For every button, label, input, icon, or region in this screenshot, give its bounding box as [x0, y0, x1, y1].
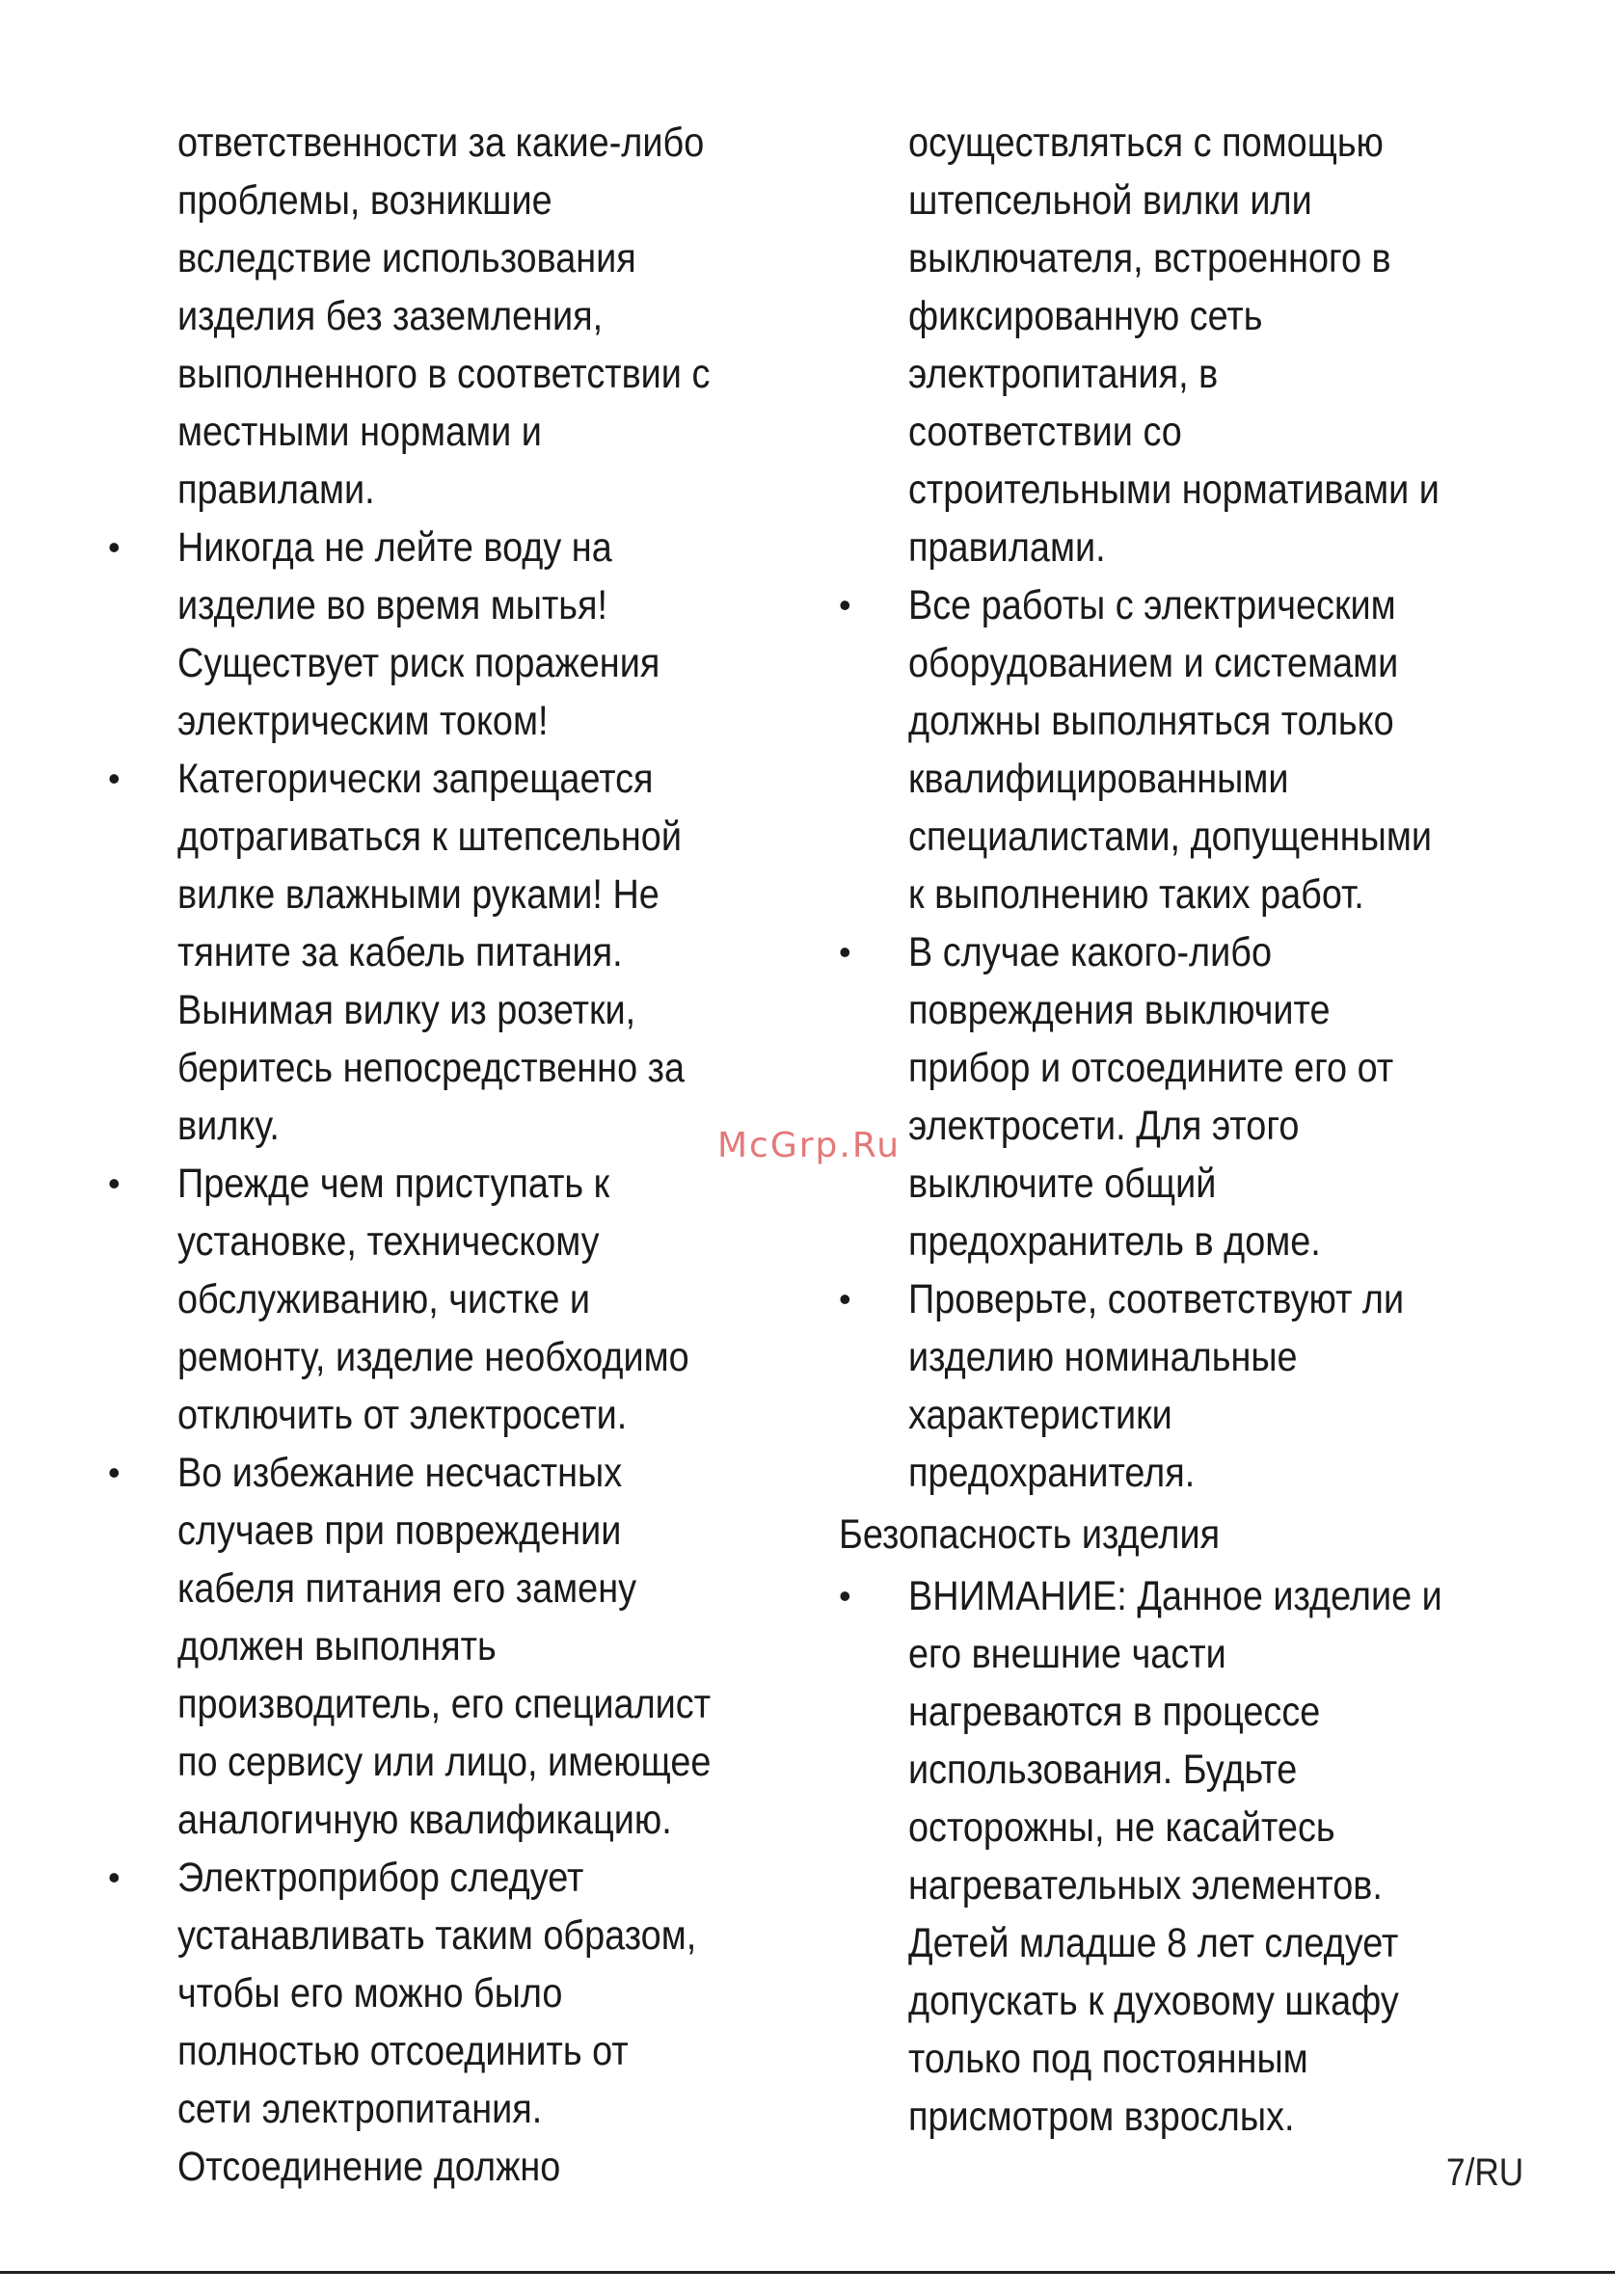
text-line: • ВНИМАНИЕ: Данное изделие и — [908, 1573, 1442, 1619]
text-line: осуществляться с помощью — [908, 120, 1384, 166]
text-line: строительными нормативами и — [908, 467, 1440, 513]
bullet-item — [839, 1270, 1533, 1502]
text-line: выключите общий — [908, 1161, 1217, 1207]
text-line: квалифицированными — [908, 756, 1289, 802]
text-line: чтобы его можно было — [177, 1970, 563, 2016]
text-line: • Проверьте, соответствуют ли — [908, 1276, 1405, 1322]
text-line: специалистами, допущенными — [908, 814, 1433, 860]
bullet-item — [108, 1444, 821, 1849]
text-line: полностью отсоединить от — [177, 2028, 629, 2074]
text-line: изделию номинальные — [908, 1334, 1298, 1380]
text-line: • Никогда не лейте воду на — [177, 524, 612, 571]
text-line: должны выполняться только — [908, 698, 1394, 744]
text-line: дотрагиваться к штепсельной — [177, 814, 682, 860]
text-line: случаев при повреждении — [177, 1508, 622, 1554]
item-text — [908, 923, 1458, 1270]
watermark: McGrp.Ru — [717, 1126, 902, 1165]
text-line: осторожны, не касайтесь — [908, 1804, 1335, 1851]
text-line: допускать к духовому шкафу — [908, 1978, 1399, 2024]
item-text — [177, 1155, 744, 1444]
text-line: тяните за кабель питания. — [177, 929, 623, 975]
text-line: нагревательных элементов. — [908, 1862, 1383, 1909]
text-line: к выполнению таких работ. — [908, 871, 1364, 918]
item-text — [177, 1444, 744, 1849]
text-line: предохранителя. — [908, 1450, 1196, 1496]
item-text — [177, 519, 744, 750]
text-line: только под постоянным — [908, 2036, 1308, 2082]
text-line: вилке влажными руками! Не — [177, 871, 659, 918]
text-line: Отсоединение должно — [177, 2144, 561, 2190]
text-line: Существует риск поражения — [177, 640, 660, 686]
item-text — [908, 576, 1458, 923]
text-line: электрическим током! — [177, 698, 549, 744]
text-line: Вынимая вилку из розетки, — [177, 987, 636, 1033]
text-line: • Все работы с электрическим — [908, 582, 1396, 628]
text-line: использования. Будьте — [908, 1747, 1298, 1793]
paragraph-continuation — [108, 114, 821, 519]
text-line: кабеля питания его замену — [177, 1565, 637, 1612]
bottom-rule — [0, 2271, 1615, 2274]
text-line: правилами. — [177, 467, 375, 513]
right-column — [839, 114, 1533, 2146]
left-column — [108, 114, 821, 2196]
text-line: фиксированную сеть — [908, 293, 1263, 339]
text-line: • Категорически запрещается — [177, 756, 654, 802]
text-line: присмотром взрослых. — [908, 2094, 1295, 2140]
right-column-top — [839, 114, 1533, 1502]
text-line: нагреваются в процессе — [908, 1689, 1321, 1735]
text-line: аналогичную квалификацию. — [177, 1797, 672, 1843]
text-line: должен выполнять — [177, 1623, 497, 1669]
text-line: производитель, его специалист — [177, 1681, 712, 1727]
text-line: устанавливать таким образом, — [177, 1912, 697, 1959]
bullet-item — [839, 576, 1533, 923]
text-line: местными нормами и — [177, 409, 542, 455]
text-line: характеристики — [908, 1392, 1172, 1438]
text-line: • В случае какого-либо — [908, 929, 1272, 975]
text-line: ответственности за какие-либо — [177, 120, 705, 166]
text-line: Детей младше 8 лет следует — [908, 1920, 1399, 1966]
text-line: оборудованием и системами — [908, 640, 1399, 686]
text-line: проблемы, возникшие — [177, 177, 552, 224]
text-line: • Электроприбор следует — [177, 1855, 584, 1901]
text-line: электросети. Для этого — [908, 1103, 1300, 1149]
text-line: сети электропитания. — [177, 2086, 543, 2132]
bullet-item — [108, 519, 821, 750]
text-line: предохранитель в доме. — [908, 1218, 1321, 1265]
item-text — [908, 114, 1458, 576]
bullet-item — [108, 1155, 821, 1444]
item-text — [908, 1567, 1458, 2146]
bullet-item — [108, 750, 821, 1155]
text-line: выполненного в соответствии с — [177, 351, 711, 397]
page-number: 7/RU — [1446, 2151, 1524, 2194]
text-line: выключателя, встроенного в — [908, 235, 1391, 281]
text-line: установке, техническому — [177, 1218, 600, 1265]
text-line: по сервису или лицо, имеющее — [177, 1739, 712, 1785]
right-column-bottom — [839, 1567, 1533, 2146]
item-text — [908, 1270, 1458, 1502]
text-line: вследствие использования — [177, 235, 636, 281]
text-line: штепсельной вилки или — [908, 177, 1312, 224]
section-heading: Безопасность изделия — [839, 1511, 1221, 1558]
text-line: беритесь непосредственно за — [177, 1045, 686, 1091]
text-line: прибор и отсоедините его от — [908, 1045, 1394, 1091]
item-text — [177, 1849, 744, 2196]
text-line: ремонту, изделие необходимо — [177, 1334, 689, 1380]
text-line: повреждения выключите — [908, 987, 1331, 1033]
item-text — [177, 114, 744, 519]
text-line: соответствии со — [908, 409, 1182, 455]
text-line: • Во избежание несчастных — [177, 1450, 623, 1496]
paragraph-continuation — [839, 114, 1533, 576]
text-line: правилами. — [908, 524, 1106, 571]
bullet-item — [108, 1849, 821, 2196]
item-text — [177, 750, 744, 1155]
text-line: • Прежде чем приступать к — [177, 1161, 610, 1207]
text-line: его внешние части — [908, 1631, 1226, 1677]
bullet-item — [839, 923, 1533, 1270]
bullet-item — [839, 1567, 1533, 2146]
text-line: вилку. — [177, 1103, 280, 1149]
text-line: отключить от электросети. — [177, 1392, 628, 1438]
text-line: изделие во время мытья! — [177, 582, 608, 628]
text-line: изделия без заземления, — [177, 293, 604, 339]
text-line: электропитания, в — [908, 351, 1219, 397]
text-line: обслуживанию, чистке и — [177, 1276, 591, 1322]
